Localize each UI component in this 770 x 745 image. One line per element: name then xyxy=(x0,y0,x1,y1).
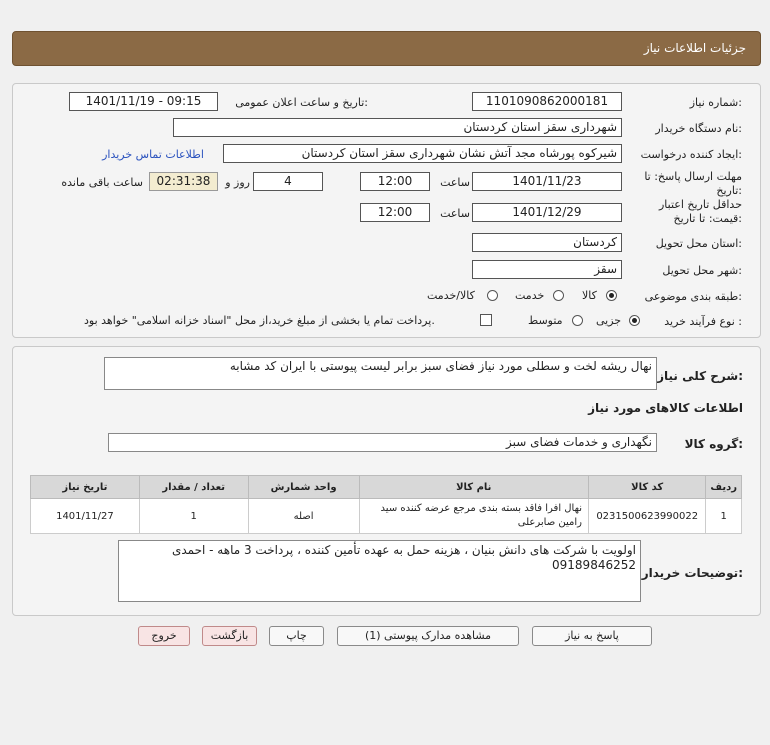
validity-date-field: 1401/12/29 xyxy=(472,203,622,222)
col-item-code: کد کالا xyxy=(589,476,706,499)
goods-group-field: نگهداری و خدمات فضای سبز xyxy=(108,433,657,452)
goods-table-header xyxy=(31,476,742,499)
view-attachments-button[interactable]: مشاهده مدارک پیوستی (1) xyxy=(337,626,519,646)
buyer-notes-field: اولویت با شرکت های دانش بنیان ، هزینه حمل به عهده تأمین کننده ، پرداخت 3 ماهه - احمدی 09189846252 xyxy=(118,540,641,602)
cell-item-name: نهال افرا فاقد بسته بندی مرجع عرضه کننده سید رامین صابرعلی xyxy=(359,499,588,534)
cell-quantity: 1 xyxy=(139,499,248,534)
city-field: سقز xyxy=(472,260,622,279)
cell-item-code: 0231500623990022 xyxy=(589,499,706,534)
deadline-label: مهلت ارسال پاسخ: تا تاریخ: xyxy=(644,170,742,197)
goods-table xyxy=(30,475,742,534)
category-radio-service[interactable] xyxy=(553,290,564,301)
cell-need-date: 1401/11/27 xyxy=(31,499,140,534)
summary-field: نهال ریشه لخت و سطلی مورد نیاز فضای سبز برابر لیست پیوستی با ایران کد مشابه xyxy=(104,357,657,390)
process-minor-label: جزیی xyxy=(596,314,622,327)
col-quantity: تعداد / مقدار xyxy=(139,476,248,499)
days-label: روز و xyxy=(225,176,250,189)
col-need-date: تاریخ نیاز xyxy=(31,476,140,499)
validity-time-field: 12:00 xyxy=(360,203,430,222)
summary-label: شرح کلی نیاز: xyxy=(657,369,743,383)
validity-label: حداقل تاریخ اعتبار قیمت: تا تاریخ: xyxy=(658,198,742,225)
announce-date-label: تاریخ و ساعت اعلان عمومی: xyxy=(235,96,368,109)
print-button[interactable]: چاپ xyxy=(269,626,324,646)
category-goods-label: کالا xyxy=(582,289,597,302)
buyer-contact-link[interactable]: اطلاعات تماس خریدار xyxy=(102,148,204,161)
cell-unit: اصله xyxy=(248,499,359,534)
reply-button[interactable]: پاسخ به نیاز xyxy=(532,626,652,646)
need-number-field: 1101090862000181 xyxy=(472,92,622,111)
buyer-org-field: شهرداری سقز استان کردستان xyxy=(173,118,622,137)
col-unit: واحد شمارش xyxy=(248,476,359,499)
deadline-date-field: 1401/11/23 xyxy=(472,172,622,191)
treasury-payment-checkbox[interactable] xyxy=(480,314,492,326)
process-radio-minor[interactable] xyxy=(629,315,640,326)
remaining-time-field: 02:31:38 xyxy=(149,172,218,191)
table-row xyxy=(31,499,742,534)
deadline-time-field: 12:00 xyxy=(360,172,430,191)
category-label: طبقه بندی موضوعی: xyxy=(644,290,742,303)
process-radio-medium[interactable] xyxy=(572,315,583,326)
page-header xyxy=(12,31,761,66)
buyer-notes-label: توضیحات خریدار: xyxy=(641,566,743,580)
deadline-time-label: ساعت xyxy=(440,176,470,189)
province-label: استان محل تحویل: xyxy=(655,237,742,250)
province-field: کردستان xyxy=(472,233,622,252)
exit-button[interactable]: خروج xyxy=(138,626,190,646)
col-row-number: ردیف xyxy=(706,476,742,499)
validity-time-label: ساعت xyxy=(440,207,470,220)
category-radio-goods-service[interactable] xyxy=(487,290,498,301)
need-number-label: شماره نیاز: xyxy=(689,96,742,109)
buyer-org-label: نام دستگاه خریدار: xyxy=(655,122,742,135)
category-service-label: خدمت xyxy=(515,289,545,302)
city-label: شهر محل تحویل: xyxy=(662,264,742,277)
creator-field: شیرکوه پورشاه مجد آتش نشان شهرداری سقز استان کردستان xyxy=(223,144,622,163)
process-medium-label: متوسط xyxy=(528,314,563,327)
page-title: جزئیات اطلاعات نیاز xyxy=(643,41,746,55)
back-button[interactable]: بازگشت xyxy=(202,626,257,646)
col-item-name: نام کالا xyxy=(359,476,588,499)
announce-date-field: 1401/11/19 - 09:15 xyxy=(69,92,218,111)
category-radio-goods[interactable] xyxy=(606,290,617,301)
days-remaining-field: 4 xyxy=(253,172,323,191)
process-type-label: نوع فرآیند خرید : xyxy=(664,315,742,328)
remaining-time-label: ساعت باقی مانده xyxy=(61,176,143,189)
treasury-payment-note: پرداخت تمام یا بخشی از مبلغ خرید،از محل "اسناد خزانه اسلامی" خواهد بود. xyxy=(84,314,435,327)
goods-section-title: اطلاعات کالاهای مورد نیاز xyxy=(588,401,743,415)
category-goods-service-label: کالا/خدمت xyxy=(427,289,475,302)
creator-label: ایجاد کننده درخواست: xyxy=(640,148,742,161)
cell-row-number: 1 xyxy=(706,499,742,534)
goods-group-label: گروه کالا: xyxy=(684,437,743,451)
